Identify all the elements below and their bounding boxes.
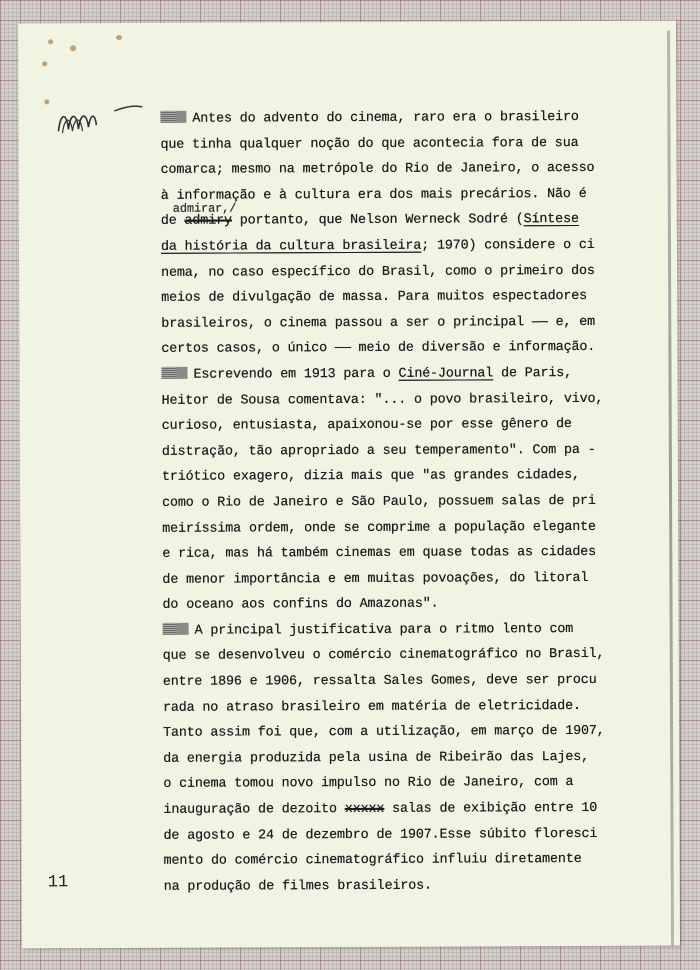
- text-line: [162, 591, 622, 619]
- text-line: [160, 201, 621, 235]
- text-line: [163, 770, 623, 798]
- text-run: nema, no caso específico do Brasil, como o primeiro dos: [161, 263, 595, 281]
- text-line: [161, 361, 621, 389]
- text-run: Antes do advento do cinema, raro era o brasileiro: [192, 109, 579, 127]
- text-run: e rica, mas há também cinemas em quase todas as cidades: [162, 545, 597, 562]
- text-line: [161, 156, 621, 184]
- text-run: rada no atraso brasileiro em matéria de eletricidade.: [162, 698, 581, 716]
- stain-spot: [44, 99, 49, 104]
- text-run: salas de exibição entre 10: [384, 800, 598, 817]
- body-text: [160, 105, 623, 900]
- text-run: certos casos, o único —— meio de diversão e informação.: [161, 340, 596, 358]
- text-line: [162, 489, 622, 517]
- text-line: [162, 438, 622, 466]
- paragraph-mark-icon: [161, 367, 187, 379]
- text-line: [163, 745, 623, 773]
- typescript-page: [18, 21, 680, 949]
- page-number: 11: [47, 873, 69, 893]
- struck-word: admiry: [184, 213, 232, 230]
- text-run: que se desenvolveu o comércio cinematográfico no Brasil,: [162, 647, 605, 665]
- text-line: [160, 130, 620, 158]
- text-line: [163, 693, 623, 721]
- text-line: [162, 386, 622, 414]
- text-line: [160, 105, 620, 133]
- text-line: [162, 463, 622, 491]
- journal-title: Ciné-Journal: [398, 366, 494, 382]
- text-run: meiríssima ordem, onde se comprime a população elegante: [162, 519, 596, 537]
- text-run: A principal justificativa para o ritmo lento com: [194, 621, 574, 639]
- text-line: [163, 642, 623, 670]
- text-run: na produção de filmes brasileiros.: [163, 878, 432, 895]
- struck-word: xxxxx: [344, 801, 385, 818]
- text-run: triótico exagero, dizia mais que "as grandes cidades,: [161, 468, 580, 486]
- text-run: Heitor de Sousa comentava: "... o povo brasileiro, vivo,: [161, 391, 604, 409]
- text-run: inauguração de dezoito: [163, 802, 337, 818]
- text-run: mento do comércio cinematográfico influiu diretamente: [163, 852, 582, 870]
- text-line: [163, 796, 623, 824]
- text-run: do oceano aos confins do Amazonas".: [162, 596, 439, 614]
- text-run: distração, tão apropriado a seu temperamento". Com pa -: [161, 442, 596, 460]
- text-run: entre 1896 e 1906, ressalta Sales Gomes, deve ser procu: [162, 672, 597, 690]
- handwritten-mark-icon: [54, 103, 144, 143]
- text-run: portanto, que Nelson Werneck Sodré (: [239, 212, 524, 229]
- text-line: [163, 617, 623, 645]
- text-run: curioso, entusiasta, apaixonou-se por esse gênero de: [161, 417, 572, 434]
- stain-spot: [116, 35, 122, 40]
- text-run: meios de divulgação de massa. Para muitos espectadores: [161, 289, 588, 306]
- paragraph-mark-icon: [160, 111, 186, 123]
- text-line: [163, 821, 623, 849]
- inserted-word: admirar: [172, 201, 223, 217]
- text-run: brasileiros, o cinema passou a ser o principal —— e, em: [161, 314, 596, 332]
- handwritten-insertion: admirar,/: [172, 201, 237, 217]
- text-line: [163, 719, 623, 747]
- stain-spot: [70, 45, 76, 51]
- text-line: [162, 565, 622, 593]
- stain-spot: [42, 61, 47, 66]
- text-line: [163, 668, 623, 696]
- text-run: ; 1970) considere o ci: [421, 237, 595, 254]
- text-run: de menor importância e em muitas povoações, do litoral: [162, 570, 589, 588]
- text-run: comarca; mesmo na metrópole do Rio de Janeiro, o acesso: [160, 161, 595, 179]
- text-line: [161, 284, 621, 312]
- text-line: [161, 233, 621, 261]
- book-title: da história da cultura brasileira: [160, 238, 422, 255]
- text-run: de: [160, 214, 177, 230]
- text-run: de Paris,: [493, 365, 573, 382]
- text-line: [161, 335, 621, 363]
- text-line: [164, 847, 624, 875]
- text-line: [164, 873, 624, 901]
- text-line: [162, 514, 622, 542]
- text-run: que tinha qualquer noção do que acontecia fora de sua: [160, 135, 579, 153]
- text-run: Escrevendo em 1913 para o: [193, 366, 399, 383]
- text-line: [161, 258, 621, 286]
- text-line: [162, 412, 622, 440]
- text-line: [162, 540, 622, 568]
- text-run: Tanto assim foi que, com a utilização, em março de 1907,: [163, 724, 605, 742]
- text-run: da energia produzida pela usina de Ribeirão das Lajes,: [163, 749, 590, 767]
- text-run: o cinema tomou novo impulso no Rio de Janeiro, com a: [163, 775, 574, 793]
- text-line: [161, 310, 621, 338]
- text-run: à informação e à cultura era dos mais precários. Não é: [160, 186, 587, 204]
- text-run: de agosto e 24 de dezembro de 1907.Esse súbito floresci: [163, 826, 598, 844]
- book-title: Síntese: [523, 212, 579, 228]
- text-run: como o Rio de Janeiro e São Paulo, possuem salas de pri: [162, 493, 596, 511]
- paragraph-mark-icon: [163, 623, 189, 635]
- stain-spot: [48, 39, 53, 44]
